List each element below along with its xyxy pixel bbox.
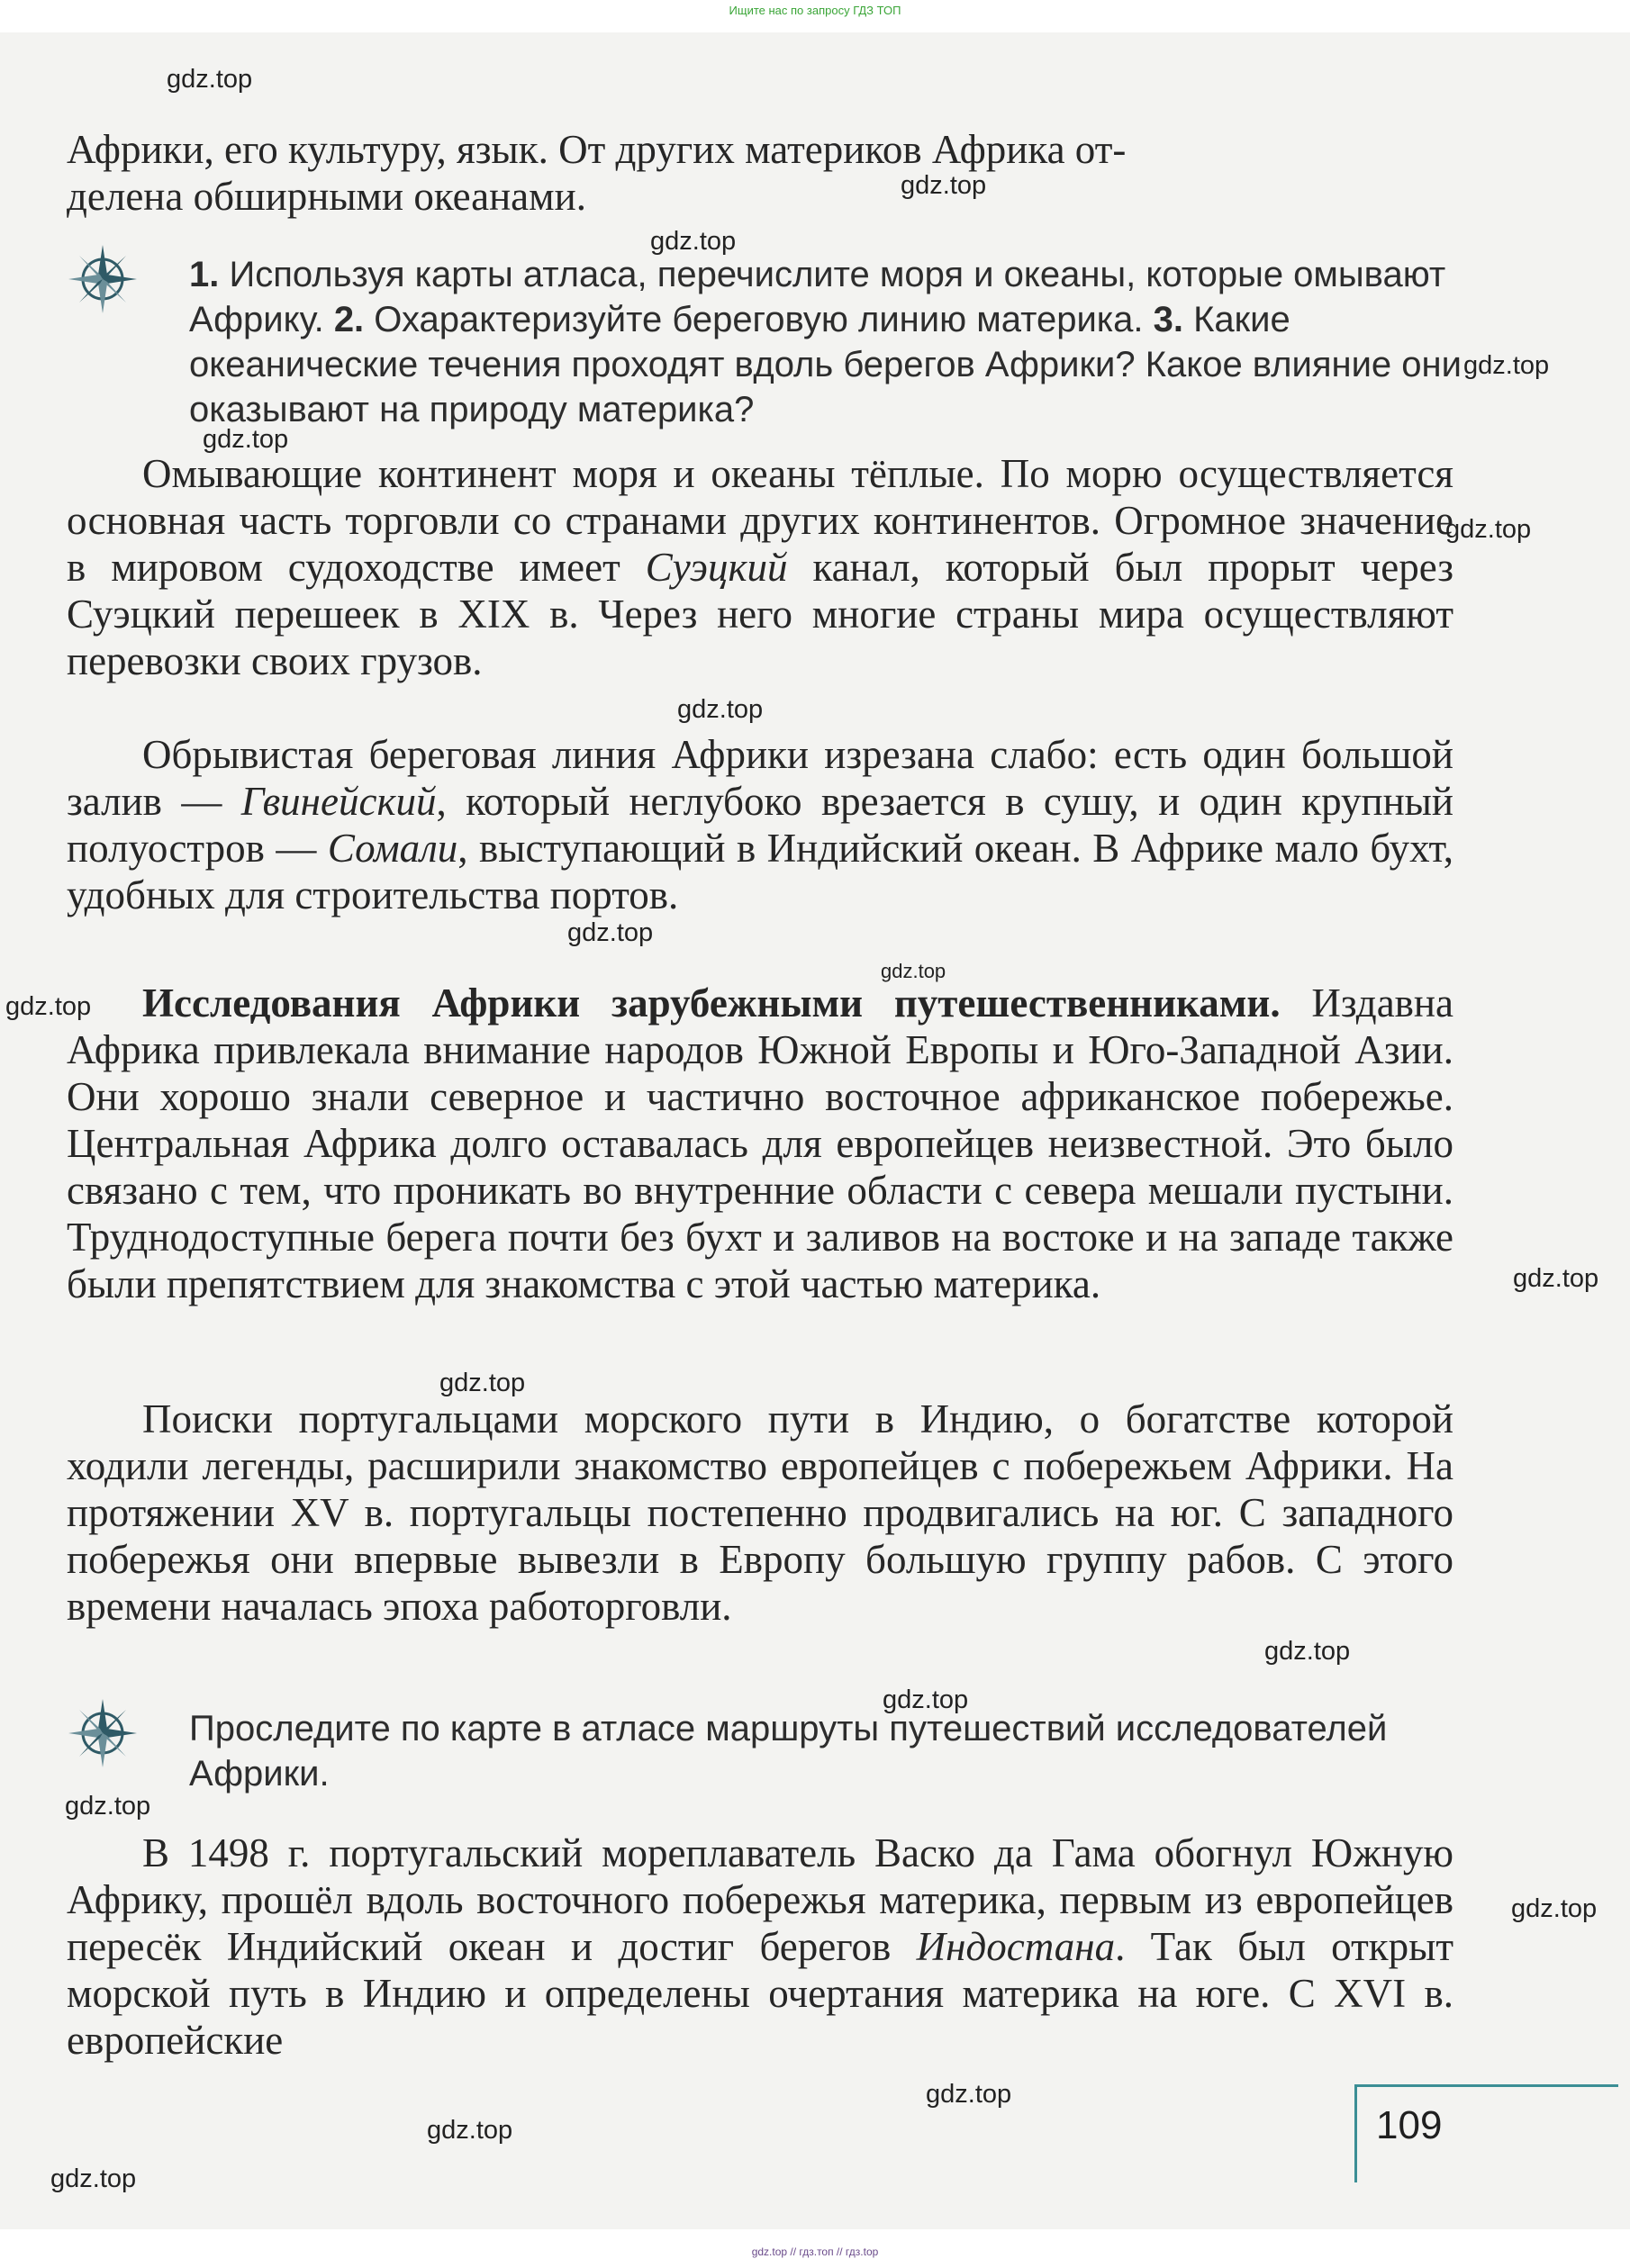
text: Омывающие континент моря и океаны тёплые. По морю осуществляется основная часть торговли со странами других континентов. Огромное значение в мировом судоходстве имеет bbox=[67, 451, 1453, 590]
watermark: gdz.top bbox=[1511, 1894, 1598, 1923]
text: , который неглубоко врезается в сушу, и один крупный полуостров — bbox=[67, 779, 1453, 871]
watermark: gdz.top bbox=[677, 695, 764, 724]
text: . Так был открыт морской путь в Индию и определены очертания материка на юге. С XVI в. европейские bbox=[67, 1924, 1454, 2063]
text: Обрывистая береговая линия Африки изрезана слабо: есть один большой залив — bbox=[67, 732, 1453, 824]
paragraph-exploration bbox=[67, 980, 1453, 1307]
bottom-banner: gdz.top // гдз.топ // гдз.top bbox=[751, 2245, 879, 2258]
watermark: gdz.top bbox=[1445, 515, 1532, 544]
text: В 1498 г. португальский мореплаватель Васко да Гама обогнул Южную Африку, прошёл вдоль восточного побережья материка, первым из европейцев пересёк Индийский океан и достиг берегов bbox=[67, 1830, 1453, 1969]
question-number: 2. bbox=[333, 300, 365, 339]
paragraph-continuation bbox=[67, 126, 1453, 220]
text: Издавна Африка привлекала внимание народов Южной Европы и Юго-Западной Азии. Они хорошо знали северное и частично восточное африканское побережье. Центральная Африка долго оставалась для европейцев неизвестной. Это было связано с тем, что проникать во внутренние области с севера мешали пустыни. Труднодоступные берега почти без бухт и заливов на востоке и на западе также были препятствием для знакомства с этой частью материка. bbox=[67, 980, 1453, 1306]
question-number: 1. bbox=[189, 255, 220, 294]
question-text: Какие океанические течения проходят вдоль берегов Африки? Какое влияние они оказывают на природу материка? bbox=[189, 300, 1462, 429]
question-text: Охарактеризуйте береговую линию материка. bbox=[364, 300, 1154, 339]
term: Суэцкий bbox=[645, 545, 788, 590]
watermark: gdz.top bbox=[926, 2080, 1012, 2109]
task-text: Проследите по карте в атласе маршруты путешествий исследователей Африки. bbox=[189, 1709, 1388, 1794]
paragraph-seas bbox=[67, 450, 1453, 684]
term: Индостана bbox=[916, 1924, 1116, 1969]
watermark: gdz.top bbox=[65, 1792, 151, 1821]
text: Поиски португальцами морского пути в Индию, о богатстве которой ходили легенды, расширили знакомство европейцев с побережьем Африки. На протяжении XV в. португальцы постепенно продвигались на юг. С западного побережья они впервые вывезли в Европу большую группу рабов. С этого времени началась эпоха работорговли. bbox=[67, 1396, 1453, 1629]
watermark: gdz.top bbox=[167, 65, 253, 94]
watermark: gdz.top bbox=[439, 1369, 526, 1397]
watermark: gdz.top bbox=[881, 960, 946, 982]
watermark: gdz.top bbox=[1513, 1264, 1599, 1293]
term: Гвинейский bbox=[240, 779, 437, 824]
line: делена обширными океанами. bbox=[67, 174, 586, 219]
paragraph-coastline bbox=[67, 731, 1453, 918]
task-text bbox=[189, 252, 1468, 432]
compass-rose-icon bbox=[67, 1697, 139, 1769]
question-number: 3. bbox=[1153, 300, 1184, 339]
compass-rose-icon bbox=[67, 243, 139, 315]
watermark: gdz.top bbox=[567, 918, 654, 947]
watermark: gdz.top bbox=[427, 2116, 513, 2145]
watermark: gdz.top bbox=[901, 171, 987, 200]
watermark: gdz.top bbox=[650, 227, 737, 256]
top-banner: Ищите нас по запросу ГДЗ ТОП bbox=[729, 4, 901, 17]
term: Сомали bbox=[327, 826, 458, 871]
section-heading: Исследования Африки зарубежными путешественниками. bbox=[142, 980, 1281, 1026]
page-number: 109 bbox=[1376, 2103, 1443, 2147]
paragraph-vasco-da-gama bbox=[67, 1830, 1453, 2064]
watermark: gdz.top bbox=[883, 1685, 969, 1714]
watermark: gdz.top bbox=[5, 992, 92, 1021]
watermark: gdz.top bbox=[1463, 351, 1550, 380]
watermark: gdz.top bbox=[1264, 1637, 1351, 1666]
watermark: gdz.top bbox=[50, 2164, 137, 2193]
text: канал, который был прорыт через Суэцкий перешеек в XIX в. Через него многие страны мира осуществляют перевозки своих грузов. bbox=[67, 545, 1454, 683]
watermark: gdz.top bbox=[203, 425, 289, 454]
question-text: Используя карты атласа, перечислите моря и океаны, которые омывают Африку. bbox=[189, 255, 1446, 339]
text: , выступающий в Индийский океан. В Африке мало бухт, удобных для строительства портов. bbox=[67, 826, 1454, 917]
line: Африки, его культуру, язык. От других материков Африка от- bbox=[67, 127, 1127, 172]
paragraph-portuguese bbox=[67, 1396, 1453, 1630]
